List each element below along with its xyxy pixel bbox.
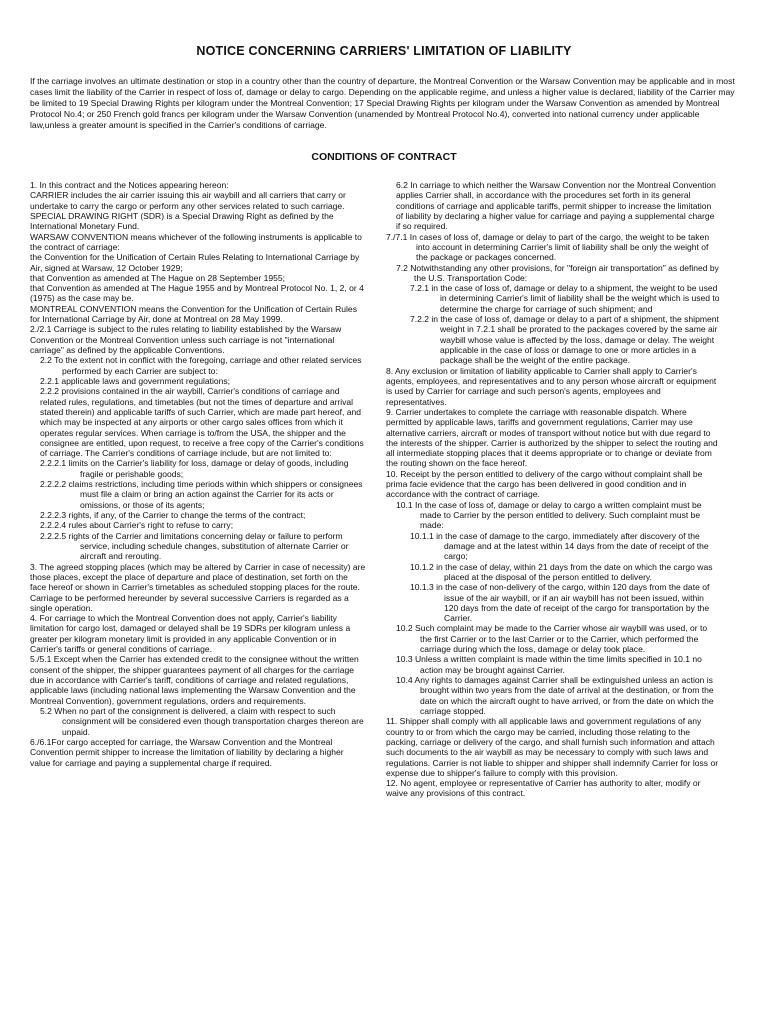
clause-paragraph: 10.1.2 in the case of delay, within 21 days from the date on which the cargo was placed at the disposal of the person entitled to delivery. [410, 561, 713, 582]
clause-paragraph: 2.2.2.5 rights of the Carrier and limitations concerning delay or failure to perform service, including schedule changes, substitution of alternate Carrier or aircraft and rerouting. [40, 530, 349, 562]
clause-paragraph: 10.2 Such complaint may be made to the Carrier whose air waybill was used, or to the first Carrier or to the last Carrier or to the Carrier, which performed the carriage during which the loss, damage or delay took place. [396, 623, 708, 655]
clause-paragraph: 2.2.1 applicable laws and government regulations; [40, 375, 231, 386]
clause-paragraph: 10.1.1 in the case of damage to the cargo, immediately after discovery of the damage and at the latest within 14 days from the date of receipt of the cargo; [410, 530, 709, 562]
clause-paragraph: 10. Receipt by the person entitled to delivery of the cargo without complaint shall be prima facie evidence that the cargo has been delivered in good condition and in accordance with the contract of carriage. [386, 468, 703, 500]
clause-paragraph: 7.2 Notwithstanding any other provisions, for "foreign air transportation" as defined by the U.S. Transportation Code: [396, 262, 719, 283]
clause-paragraph: 2.2.2.4 rules about Carrier's right to refuse to carry; [40, 520, 234, 531]
clause-paragraph: 7.2.2 in the case of loss of, damage or delay to a part of a shipment, the shipment weight in 7.2.1 shall be prorated to the packages covered by the same air waybill whose value is affected by the loss, damage or delay. The weight applicable in the case of loss or damage to one or more articles in a package shall be the weight of the entire package. [410, 314, 719, 366]
clause-paragraph: 8. Any exclusion or limitation of liability applicable to Carrier shall apply to Carrier's agents, employees, and representatives and to any person whose aircraft or equipment is used by Carrier for carriage and such person's agents, employees and representatives. [386, 365, 717, 407]
clause-paragraph: 7.2.1 in the case of loss of, damage or delay to a shipment, the weight to be used in determining Carrier's limit of liability shall be the weight which is used to determine the charge for carriage of such shipment; and [410, 283, 720, 314]
clause-paragraph: 9. Carrier undertakes to complete the carriage with reasonable dispatch. Where permitted by applicable laws, tariffs and government regulations, Carrier may use alternative carriers, aircraft or modes of transport without notice but with due regard to the interests of the shipper. Carrier is authorized by the shipper to select the routing and all intermediate stopping places that it deems appropriate or to change or deviate from the routing shown on the face hereof. [386, 406, 718, 469]
clause-paragraph: 6./6.1For cargo accepted for carriage, the Warsaw Convention and the Montreal Convention permit shipper to increase the limitation of liability by declaring a higher value for carriage and paying a supplemental charge if required. [30, 736, 344, 768]
clause-paragraph: 12. No agent, employee or representative of Carrier has authority to alter, modify or waive any provisions of this contract. [386, 778, 701, 799]
clause-paragraph: 2.2.2.1 limits on the Carrier's liability for loss, damage or delay of goods, including fragile or perishable goods; [40, 458, 349, 479]
conditions-heading: CONDITIONS OF CONTRACT [311, 151, 457, 163]
clause-paragraph: 2.2.2.3 rights, if any, of the Carrier to change the terms of the contract; [40, 510, 306, 520]
clause-paragraph: CARRIER includes the air carrier issuing this air waybill and all carriers that carry or undertake to carry the cargo or perform any other services related to such carriage. [30, 190, 346, 211]
clause-paragraph: MONTREAL CONVENTION means the Convention for the Unification of Certain Rules for International Carriage by Air, done at Montreal on 28 May 1999. [30, 303, 357, 325]
clause-paragraph: 10.1 In the case of loss of, damage or delay to cargo a written complaint must be made to Carrier by the person entitled to delivery. Such complaint must be made: [396, 499, 702, 531]
left-column [30, 180, 366, 768]
clause-paragraph: that Convention as amended at The Hague 1955 and by Montreal Protocol No. 1, 2, or 4 (1975) as the case may be. [30, 283, 364, 304]
clause-paragraph: 10.3 Unless a written complaint is made within the time limits specified in 10.1 no action may be brought against Carrier. [396, 654, 702, 675]
clause-paragraph: 11. Shipper shall comply with all applicable laws and government regulations of any country to or from which the cargo may be carried, including those relating to the packing, carriage or delivery of the cargo, and shall furnish such information and attach such documents to the air waybill as may be necessary to comply with such laws and regulations. Carrier is not liable to shipper and shipper shall indemnify Carrier for loss or expense due to shipper's failure to comply with this provision. [386, 716, 719, 778]
clause-paragraph: 6.2 In carriage to which neither the Warsaw Convention nor the Montreal Convention applies Carrier shall, in accordance with the procedures set forth in its general conditions of carriage and applicable tariffs, permit shipper to increase the limitation of liability by declaring a higher value for carriage and paying a supplemental charge if so required. [396, 180, 716, 232]
clause-paragraph: 10.4 Any rights to damages against Carrier shall be extinguished unless an action is brought within two years from the date of arrival at the destination, or from the date on which the aircraft ought to have arrived, or from the date on which the carriage stopped. [396, 675, 714, 716]
clause-paragraph: 10.1.3 in the case of non-delivery of the cargo, within 120 days from the date of issue of the air waybill, or if an air waybill has not been issued, within 120 days from the date of receipt of the cargo for transportation by the Carrier. [410, 582, 710, 624]
right-column [386, 180, 720, 799]
clause-paragraph: 5.2 When no part of the consignment is delivered, a claim with respect to such consignment will be considered even though transportation charges thereon are unpaid. [40, 705, 364, 737]
clause-paragraph: 5./5.1 Except when the Carrier has extended credit to the consignee without the written consent of the shipper, the shipper guarantees payment of all charges for the carriage due in accordance with Carrier's tariff, conditions of carriage and related regulations, applicable laws (including national laws implementing the Warsaw Convention and the Montreal Convention), government regulations, orders and requirements. [30, 654, 359, 706]
clause-paragraph: 1. In this contract and the Notices appearing hereon: [30, 180, 229, 190]
clause-paragraph: 4. For carriage to which the Montreal Convention does not apply, Carrier's liability limitation for cargo lost, damaged or delayed shall be 19 SDRs per kilogram unless a greater per kilogram monetary limit is provided in any applicable Convention or in Carrier's tariffs or general conditions of carriage. [30, 613, 351, 655]
clause-paragraph: 2./2.1 Carriage is subject to the rules relating to liability established by the Warsaw Convention or the Montreal Convention unless such carriage is not "international carriage" as defined by the applicable Conventions. [30, 324, 342, 355]
clause-paragraph: 2.2.2 provisions contained in the air waybill, Carrier's conditions of carriage and related rules, regulations, and timetables (but not the times of departure and arrival stated therein) and applicable tariffs of such Carrier, which are made part hereof, and which may be inspected at any airports or other cargo sales offices from which it operates regular services. When carriage is to/from the USA, the shipper and the consignee are entitled, upon request, to receive a free copy of the Carrier's conditions of carriage. The Carrier's conditions of carriage include, but are not limited to: [40, 386, 364, 459]
clause-paragraph: SPECIAL DRAWING RIGHT (SDR) is a Special Drawing Right as defined by the International Monetary Fund. [30, 210, 334, 232]
clause-paragraph: 3. The agreed stopping places (which may be altered by Carrier in case of necessity) are those places, except the place of departure and place of destination, set forth on the face hereof or shown in Carrier's timetables as scheduled stopping places for the route. Carriage to be performed hereunder by several successive Carriers is regarded as a single operation. [30, 561, 366, 613]
clause-paragraph: 2.2.2.2 claims restrictions, including time periods within which shippers or consignees must file a claim or bring an action against the Carrier for its acts or omissions, or those of its agents; [40, 479, 363, 510]
clause-paragraph: 7./7.1 In cases of loss of, damage or delay to part of the cargo, the weight to be taken into account in determining Carrier's limit of liability shall be only the weight of the package or packages concerned. [386, 231, 710, 263]
clause-paragraph: that Convention as amended at The Hague on 28 September 1955; [30, 272, 286, 283]
document-title: NOTICE CONCERNING CARRIERS' LIMITATION OF LIABILITY [196, 44, 572, 58]
clause-paragraph: 2.2 To the extent not in conflict with the foregoing, carriage and other related services performed by each Carrier are subject to: [40, 355, 362, 376]
clause-paragraph: the Convention for the Unification of Certain Rules Relating to International Carriage by Air, signed at Warsaw, 12 October 1929; [30, 252, 360, 273]
liability-notice-paragraph: If the carriage involves an ultimate destination or stop in a country other than the country of departure, the Montreal Convention or the Warsaw Convention may be applicable and in most cases limit the liability of the Carrier in respect of loss of, damage or delay to cargo. Depending on the applicable regime, and unless a higher value is declared, liability of the Carrier may be limited to 19 Special Drawing Rights per kilogram under the Montreal Convention; 17 Special Drawing Rights per kilogram under the Warsaw Convention as amended by Montreal Protocol No.4; or 250 French gold francs per kilogram under the Warsaw Convention (unamended by Montreal Protocol No.4), converted into national currency under applicable law,unless a greater amount is specified in the Carrier's conditions of carriage. [30, 76, 735, 130]
clause-paragraph: WARSAW CONVENTION means whichever of the following instruments is applicable to the contract of carriage: [30, 231, 362, 252]
